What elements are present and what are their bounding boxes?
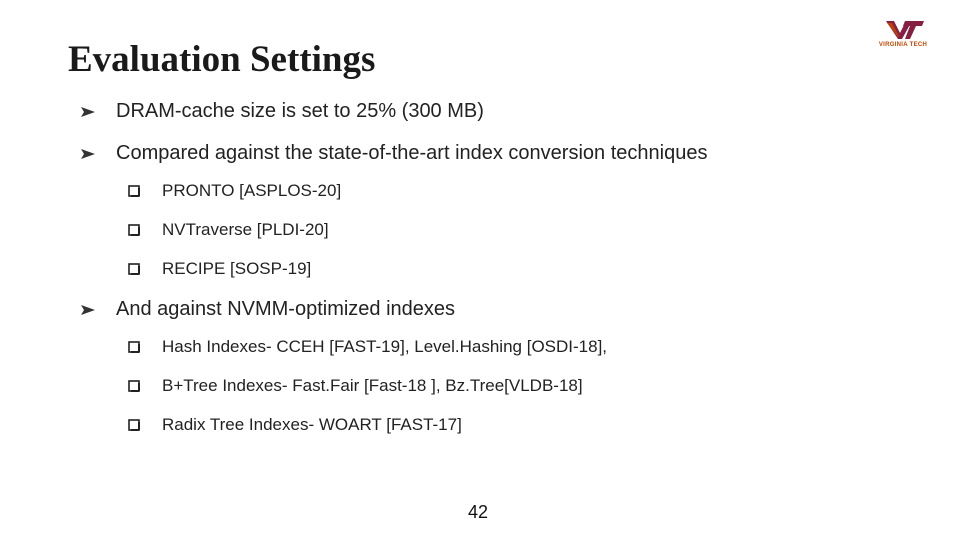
square-bullet-icon <box>128 380 140 392</box>
sub-bullet-text: RECIPE [SOSP-19] <box>162 259 312 278</box>
square-bullet-icon <box>128 185 140 197</box>
sub-bullet-item <box>128 337 607 357</box>
square-bullet-icon <box>128 419 140 431</box>
sub-bullet-item <box>128 181 341 201</box>
bullet-text: And against NVMM-optimized indexes <box>116 298 456 320</box>
sub-bullet-item <box>128 415 462 435</box>
sub-bullet-text: NVTraverse [PLDI-20] <box>162 220 329 239</box>
square-bullet-icon <box>128 224 140 236</box>
sub-bullet-text: B+Tree Indexes- Fast.Fair [Fast-18 ], Bz.Tree[VLDB-18] <box>162 376 583 395</box>
sub-bullet-text: Hash Indexes- CCEH [FAST-19], Level.Hashing [OSDI-18], <box>162 337 608 356</box>
bullet-item <box>80 298 455 321</box>
sub-bullet-item <box>128 376 583 396</box>
slide-title: Evaluation Settings <box>68 39 376 80</box>
virginia-tech-logo <box>872 18 934 52</box>
square-bullet-icon <box>128 263 140 275</box>
sub-bullet-text: PRONTO [ASPLOS-20] <box>162 181 342 200</box>
page-number: 42 <box>468 502 489 522</box>
bullet-item <box>80 142 707 165</box>
arrow-bullet-icon <box>80 302 96 318</box>
arrow-bullet-icon <box>80 104 96 120</box>
bullet-text: DRAM-cache size is set to 25% (300 MB) <box>116 100 484 122</box>
sub-bullet-item <box>128 259 311 279</box>
arrow-bullet-icon <box>80 146 96 162</box>
square-bullet-icon <box>128 341 140 353</box>
vt-logo-icon <box>872 18 934 42</box>
bullet-text: Compared against the state-of-the-art index conversion techniques <box>116 142 708 164</box>
logo-text: VIRGINIA TECH <box>878 42 928 48</box>
sub-bullet-item <box>128 220 329 240</box>
sub-bullet-text: Radix Tree Indexes- WOART [FAST-17] <box>162 415 462 434</box>
bullet-item <box>80 100 484 123</box>
